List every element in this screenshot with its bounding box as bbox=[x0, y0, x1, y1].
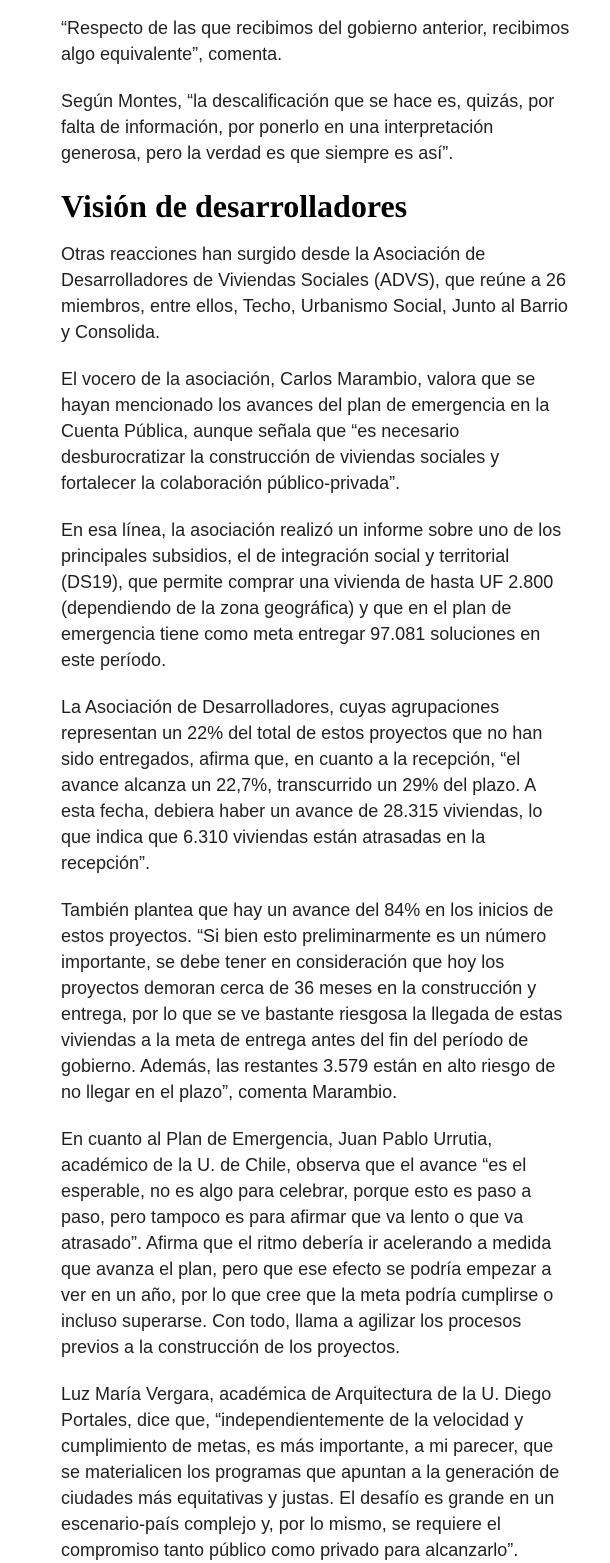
article-paragraph: El vocero de la asociación, Carlos Marambio, valora que se hayan mencionado los avances del plan de emergencia en la Cuenta Pública, aunque señala que “es necesario desburocratizar la construcción de viviendas sociales y fortalecer la colaboración público-privada”. bbox=[61, 369, 550, 493]
article-paragraph: En esa línea, la asociación realizó un informe sobre uno de los principales subsidios, el de integración social y territorial (DS19), que permite comprar una vivienda de hasta UF 2.800 (dependiendo de la zona geográfica) y que en el plan de emergencia tiene como meta entregar 97.081 soluciones en este período. bbox=[61, 520, 562, 670]
article-paragraph: También plantea que hay un avance del 84% en los inicios de estos proyectos. “Si bien esto preliminarmente es un número importante, se debe tener en consideración que hoy los proyectos demoran cerca de 36 meses en la construcción y entrega, por lo que se ve bastante riesgosa la llegada de estas viviendas a la meta de entrega antes del fin del período de gobierno. Además, las restantes 3.579 están en alto riesgo de no llegar en el plazo”, comenta Marambio. bbox=[61, 900, 563, 1102]
section-heading: Visión de desarrolladores bbox=[61, 188, 408, 224]
article-paragraph: En cuanto al Plan de Emergencia, Juan Pablo Urrutia, académico de la U. de Chile, observa que el avance “es el esperable, no es algo para celebrar, porque esto es paso a paso, pero tampoco es para afirmar que va lento o que va atrasado”. Afirma que el ritmo debería ir acelerando a medida que avanza el plan, pero que ese efecto se podría empezar a ver en un año, por lo que cree que la meta podría cumplirse o incluso superarse. Con todo, llama a agilizar los procesos previos a la construcción de los proyectos. bbox=[61, 1129, 554, 1357]
article-paragraph: Luz María Vergara, académica de Arquitectura de la U. Diego Portales, dice que, “independientemente de la velocidad y cumplimiento de metas, es más importante, a mi parecer, que se materialicen los programas que apuntan a la generación de ciudades más equitativas y justas. El desafío es grande en un escenario-país complejo y, por lo mismo, se requiere el compromiso tanto público como privado para alcanzarlo”. bbox=[61, 1384, 560, 1560]
article-paragraph: Según Montes, “la descalificación que se hace es, quizás, por falta de información, por ponerlo en una interpretación generosa, pero la verdad es que siempre es así”. bbox=[61, 91, 555, 163]
article-paragraph: La Asociación de Desarrolladores, cuyas agrupaciones representan un 22% del total de estos proyectos que no han sido entregados, afirma que, en cuanto a la recepción, “el avance alcanza un 22,7%, transcurrido un 29% del plazo. A esta fecha, debiera haber un avance de 28.315 viviendas, lo que indica que 6.310 viviendas están atrasadas en la recepción”. bbox=[61, 697, 543, 873]
article-paragraph: Otras reacciones han surgido desde la Asociación de Desarrolladores de Viviendas Sociales (ADVS), que reúne a 26 miembros, entre ellos, Techo, Urbanismo Social, Junto al Barrio y Consolida. bbox=[61, 244, 568, 342]
article-paragraph: “Respecto de las que recibimos del gobierno anterior, recibimos algo equivalente”, comenta. bbox=[61, 18, 570, 64]
